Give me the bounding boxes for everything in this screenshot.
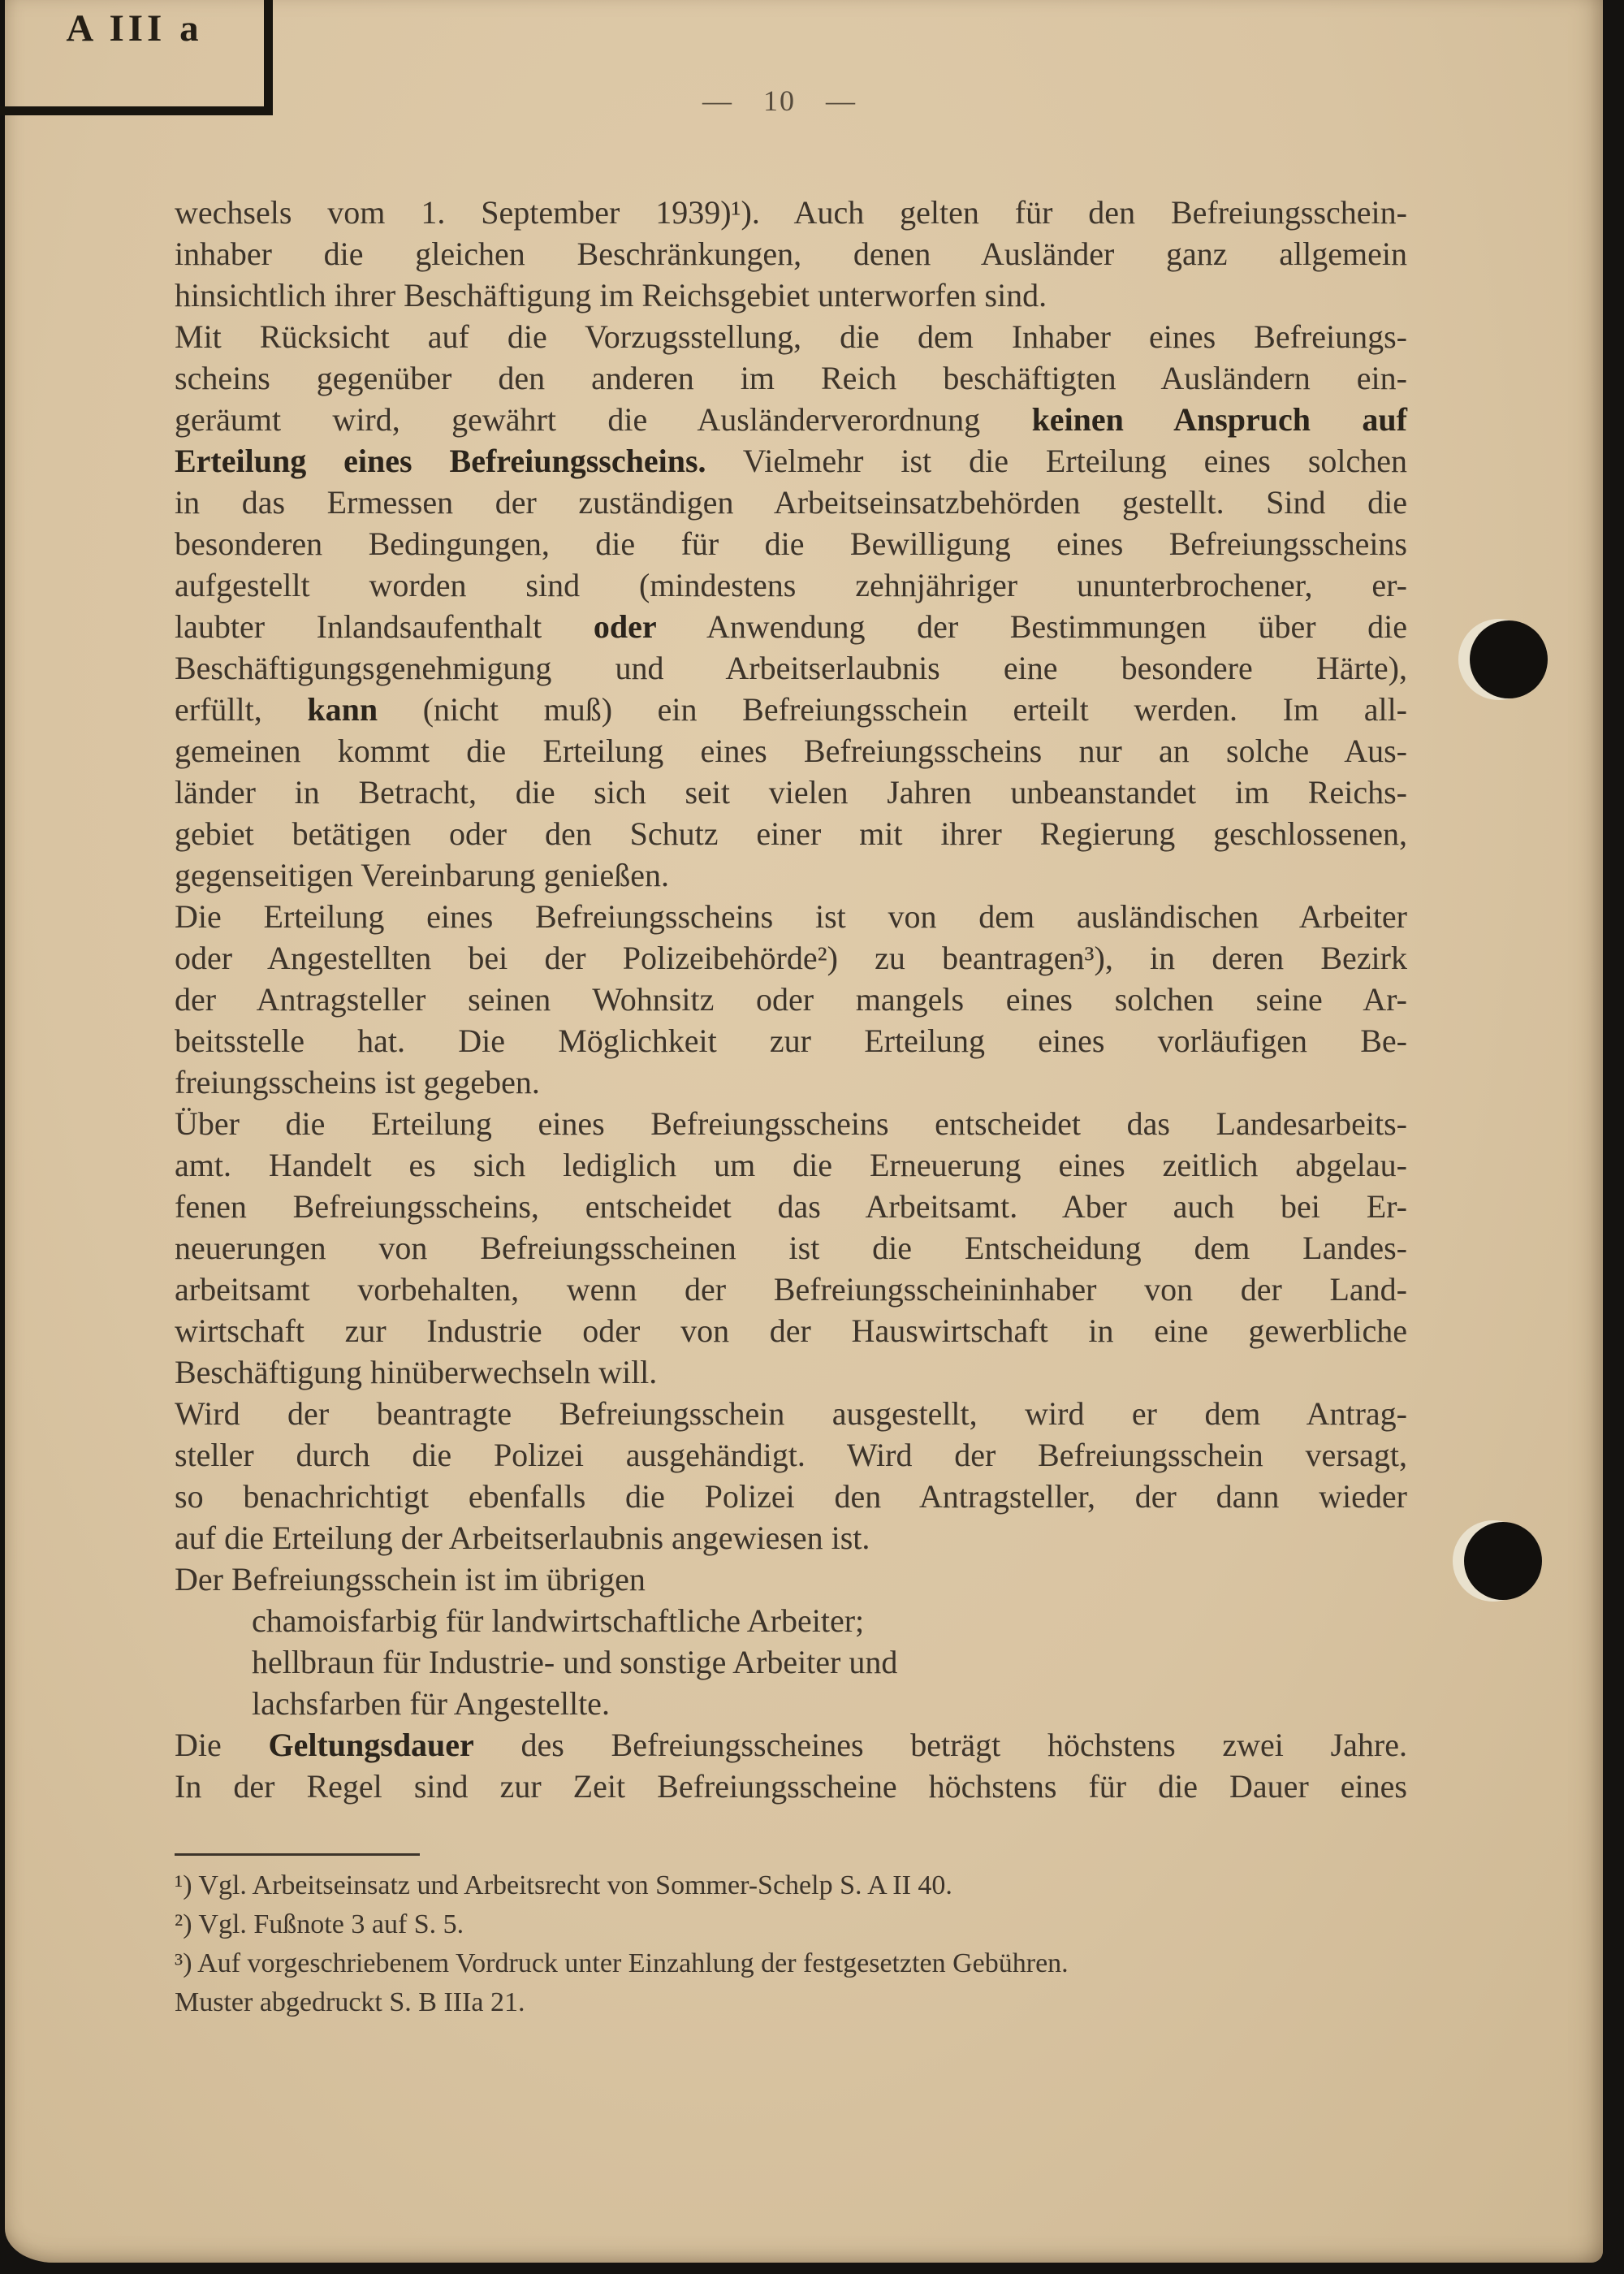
text-line: gegenseitigen Vereinbarung genießen. <box>175 857 670 893</box>
text-line: Erteilung eines Befreiungsscheins. Vielmehr ist die Erteilung eines solchen <box>175 443 1407 479</box>
text-line: erfüllt, kann (nicht muß) ein Befreiungsschein erteilt werden. Im all- <box>175 691 1407 728</box>
footnote-line: ³) Auf vorgeschriebenem Vordruck unter Einzahlung der festgesetzten Gebühren. <box>175 1948 1069 1978</box>
section-label: A III a <box>66 7 203 50</box>
text-line: besonderen Bedingungen, die für die Bewilligung eines Befreiungsscheins <box>175 525 1407 562</box>
footnote-line: ²) Vgl. Fußnote 3 auf S. 5. <box>175 1909 464 1939</box>
text-line: Die Geltungsdauer des Befreiungsscheines beträgt höchstens zwei Jahre. <box>175 1727 1407 1763</box>
section-box-border <box>0 106 10 115</box>
text-line: lachsfarben für Angestellte. <box>252 1685 610 1722</box>
text-line: Wird der beantragte Befreiungsschein ausgestellt, wird er dem Antrag- <box>175 1395 1407 1432</box>
text-line: der Antragsteller seinen Wohnsitz oder mangels eines solchen seine Ar- <box>175 981 1407 1018</box>
page-number: — 10 — <box>702 84 857 117</box>
text-line: In der Regel sind zur Zeit Befreiungsscheine höchstens für die Dauer eines <box>175 1768 1407 1805</box>
text-line: fenen Befreiungsscheins, entscheidet das Arbeitsamt. Aber auch bei Er- <box>175 1188 1407 1225</box>
text-line: auf die Erteilung der Arbeitserlaubnis angewiesen ist. <box>175 1520 870 1556</box>
text-line: hellbraun für Industrie- und sonstige Arbeiter und <box>252 1644 898 1680</box>
text-line: gebiet betätigen oder den Schutz einer mit ihrer Regierung geschlossenen, <box>175 815 1407 852</box>
text-line: Die Erteilung eines Befreiungsscheins ist von dem ausländischen Arbeiter <box>175 898 1407 935</box>
text-line: inhaber die gleichen Beschränkungen, denen Ausländer ganz allgemein <box>175 236 1407 272</box>
text-line: länder in Betracht, die sich seit vielen Jahren unbeanstandet im Reichs- <box>175 774 1407 811</box>
text-line: geräumt wird, gewährt die Ausländerverordnung keinen Anspruch auf <box>175 401 1407 438</box>
text-line: arbeitsamt vorbehalten, wenn der Befreiungsscheininhaber von der Land- <box>175 1271 1407 1308</box>
footnote-line: Muster abgedruckt S. B IIIa 21. <box>175 1987 525 2017</box>
text-line: amt. Handelt es sich lediglich um die Erneuerung eines zeitlich abgelau- <box>175 1147 1407 1183</box>
text-line: aufgestellt worden sind (mindestens zehnjähriger ununterbrochener, er- <box>175 567 1407 603</box>
text-line: oder Angestellten bei der Polizeibehörde²) zu beantragen³), in deren Bezirk <box>175 940 1407 976</box>
text-line: Mit Rücksicht auf die Vorzugsstellung, die dem Inhaber eines Befreiungs- <box>175 318 1407 355</box>
section-label-box <box>5 0 273 115</box>
text-line: Beschäftigungsgenehmigung und Arbeitserlaubnis eine besondere Härte), <box>175 650 1407 686</box>
text-line: Über die Erteilung eines Befreiungsscheins entscheidet das Landesarbeits- <box>175 1105 1407 1142</box>
text-line: gemeinen kommt die Erteilung eines Befreiungsscheins nur an solche Aus- <box>175 733 1407 769</box>
text-line: wirtschaft zur Industrie oder von der Hauswirtschaft in eine gewerbliche <box>175 1312 1407 1349</box>
text-line: steller durch die Polizei ausgehändigt. Wird der Befreiungsschein versagt, <box>175 1437 1407 1473</box>
punch-hole-opening <box>1470 620 1548 698</box>
text-line: wechsels vom 1. September 1939)¹). Auch gelten für den Befreiungsschein- <box>175 194 1407 231</box>
punch-hole-opening <box>1464 1522 1542 1600</box>
body-text <box>175 192 1407 1807</box>
text-line: hinsichtlich ihrer Beschäftigung im Reichsgebiet unterworfen sind. <box>175 277 1047 313</box>
text-line: chamoisfarbig für landwirtschaftliche Arbeiter; <box>252 1602 865 1639</box>
footnotes-text <box>175 1866 1409 2022</box>
text-line: scheins gegenüber den anderen im Reich beschäftigten Ausländern ein- <box>175 360 1407 396</box>
text-line: in das Ermessen der zuständigen Arbeitseinsatzbehörden gestellt. Sind die <box>175 484 1407 521</box>
text-line: so benachrichtigt ebenfalls die Polizei den Antragsteller, der dann wieder <box>175 1478 1407 1515</box>
footnote-line: ¹) Vgl. Arbeitseinsatz und Arbeitsrecht von Sommer-Schelp S. A II 40. <box>175 1870 952 1900</box>
text-line: neuerungen von Befreiungsscheinen ist die Entscheidung dem Landes- <box>175 1230 1407 1266</box>
footnote-separator <box>175 1853 420 1856</box>
text-line: laubter Inlandsaufenthalt oder Anwendung der Bestimmungen über die <box>175 608 1408 645</box>
text-line: Der Befreiungsschein ist im übrigen <box>175 1561 646 1597</box>
text-line: Beschäftigung hinüberwechseln will. <box>175 1354 658 1390</box>
text-line: beitsstelle hat. Die Möglichkeit zur Erteilung eines vorläufigen Be- <box>175 1022 1407 1059</box>
text-line: freiungsscheins ist gegeben. <box>175 1064 540 1100</box>
